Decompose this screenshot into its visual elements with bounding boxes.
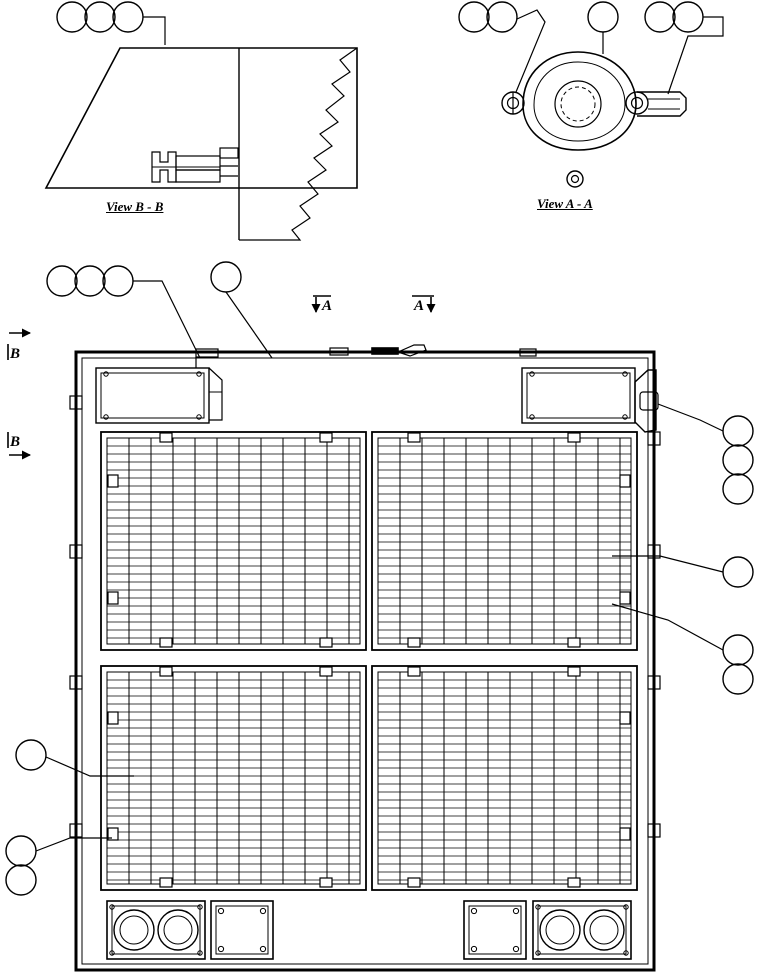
fan-box-left xyxy=(107,901,205,959)
detail-view-aa xyxy=(502,10,723,187)
view-aa-caption: View A - A xyxy=(537,196,593,211)
callout-group-detail-a-left xyxy=(459,2,517,32)
callout-group-plan-right-stack xyxy=(723,416,753,504)
detail-view-bb xyxy=(46,17,357,240)
callout-plan-left-single xyxy=(16,740,46,770)
section-letter-a-right: A xyxy=(414,298,425,314)
section-letter-b-upper: B xyxy=(10,346,21,362)
access-plate-right xyxy=(522,368,658,432)
grille-panel-top-left xyxy=(101,432,366,650)
grille-panel-top-right xyxy=(372,432,637,650)
fan-box-left-plate xyxy=(211,901,273,959)
callout-group-plan-top-left xyxy=(47,266,133,296)
section-letter-a-left: A xyxy=(322,298,333,314)
grille-panel-bottom-right xyxy=(372,666,637,890)
callout-group-detail-a-right xyxy=(645,2,703,32)
callout-plan-top-mid xyxy=(211,262,241,292)
access-plate-left xyxy=(96,357,222,423)
view-bb-caption: View B - B xyxy=(106,199,164,214)
grille-panel-bottom-left xyxy=(101,666,366,890)
callout-group-detail-a-mid xyxy=(588,2,618,32)
fan-box-right-plate xyxy=(464,901,526,959)
callout-plan-right-single xyxy=(723,557,753,587)
section-letter-b-lower: B xyxy=(10,434,21,450)
plan-view xyxy=(70,345,660,970)
callout-group-detail-b xyxy=(57,2,143,32)
fan-box-right xyxy=(533,901,631,959)
detail-bb-component xyxy=(152,148,238,182)
callout-group-plan-right-pair xyxy=(723,635,753,694)
callout-group-plan-left-pair xyxy=(6,836,36,895)
